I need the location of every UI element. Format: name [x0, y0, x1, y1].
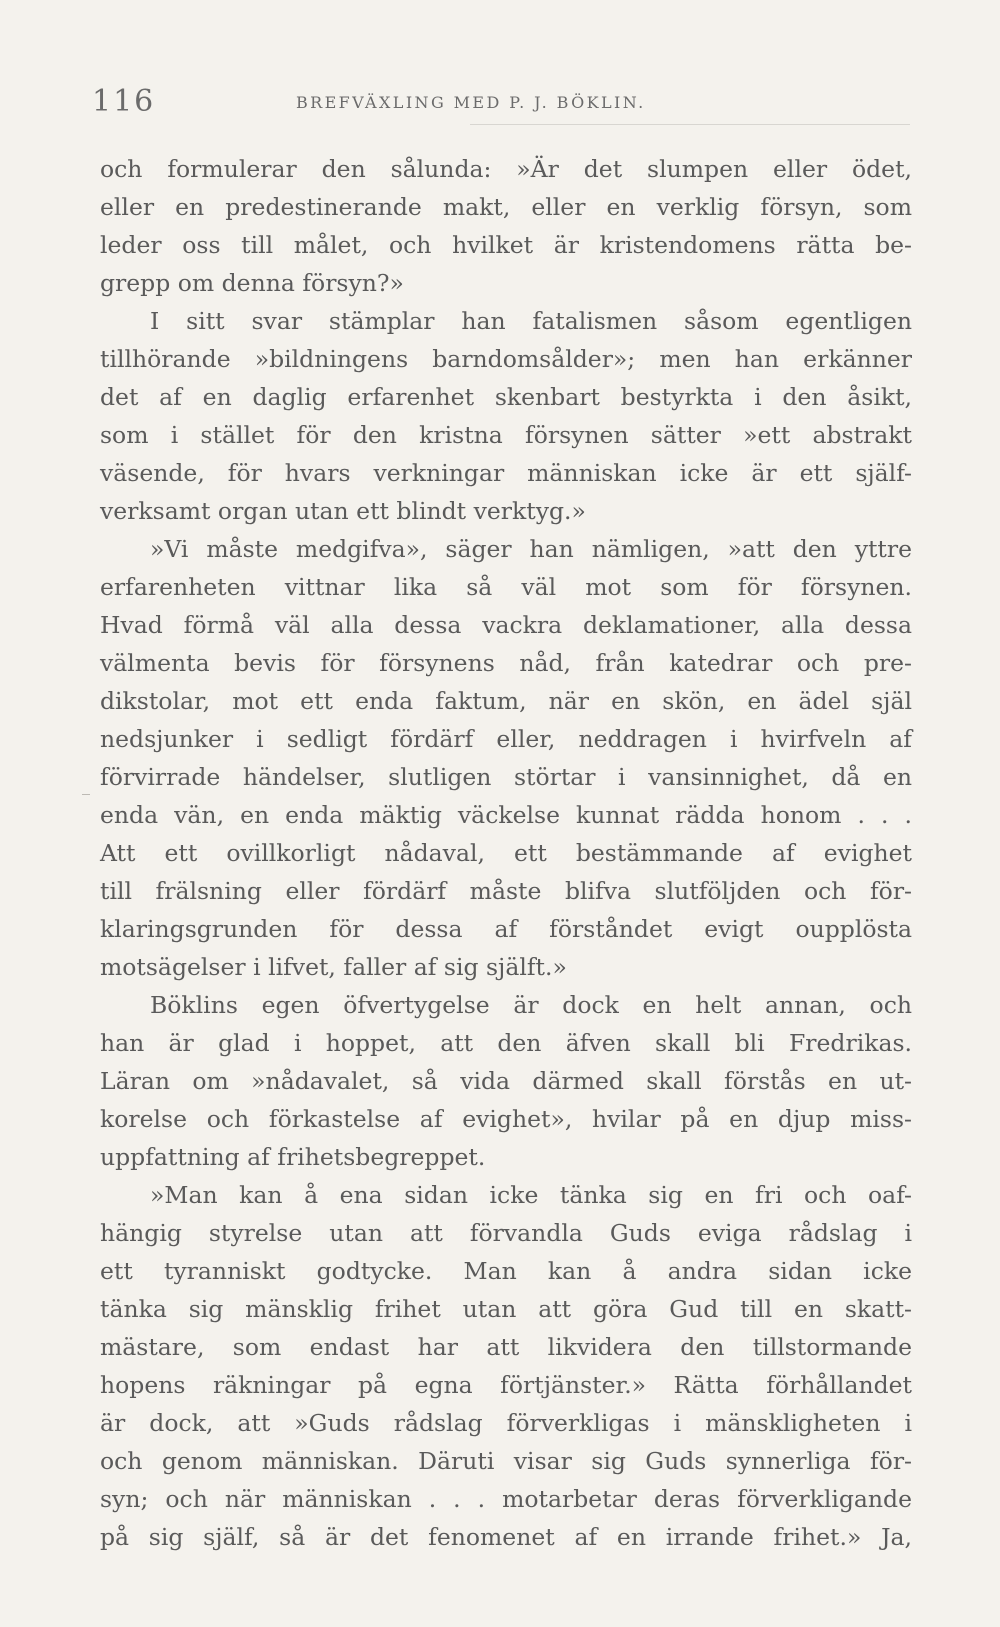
running-head: BREFVÄXLING MED P. J. BÖKLIN.	[296, 93, 646, 112]
text-line: Hvad förmå väl alla dessa vackra deklamationer, alla dessa	[100, 611, 912, 639]
text-line: är dock, att »Guds rådslag förverkligas i mänskligheten i	[100, 1409, 912, 1437]
text-line: syn; och när människan . . . motarbetar deras förverkligande	[100, 1485, 912, 1513]
text-line: Att ett ovillkorligt nådaval, ett bestämmande af evighet	[100, 839, 912, 867]
text-line: »Man kan å ena sidan icke tänka sig en fri och oaf-	[150, 1181, 912, 1209]
header-rule	[470, 124, 910, 125]
page-number: 116	[92, 84, 156, 119]
text-line: Böklins egen öfvertygelse är dock en helt annan, och	[150, 991, 912, 1019]
text-line: tillhörande »bildningens barndomsålder»; men han erkänner	[100, 345, 912, 373]
text-line: det af en daglig erfarenhet skenbart bestyrkta i den åsikt,	[100, 383, 912, 411]
text-line: väsende, för hvars verkningar människan icke är ett själf-	[100, 459, 912, 487]
text-line: förvirrade händelser, slutligen störtar i vansinnighet, då en	[100, 763, 912, 791]
text-line: »Vi måste medgifva», säger han nämligen, »att den yttre	[150, 535, 912, 563]
page-header	[92, 84, 912, 124]
text-line: uppfattning af frihetsbegreppet.	[100, 1143, 486, 1171]
text-line: och formulerar den sålunda: »Är det slumpen eller ödet,	[100, 155, 912, 183]
text-line: enda vän, en enda mäktig väckelse kunnat rädda honom . . .	[100, 801, 912, 829]
text-line: motsägelser i lifvet, faller af sig själft.»	[100, 953, 567, 981]
text-line: eller en predestinerande makt, eller en verklig försyn, som	[100, 193, 912, 221]
text-line: på sig själf, så är det fenomenet af en irrande frihet.» Ja,	[100, 1523, 912, 1551]
margin-mark	[82, 794, 90, 795]
text-line: välmenta bevis för försynens nåd, från katedrar och pre-	[100, 649, 912, 677]
text-line: hängig styrelse utan att förvandla Guds eviga rådslag i	[100, 1219, 912, 1247]
text-line: leder oss till målet, och hvilket är kristendomens rätta be-	[100, 231, 912, 259]
text-line: mästare, som endast har att likvidera den tillstormande	[100, 1333, 912, 1361]
text-line: som i stället för den kristna försynen sätter »ett abstrakt	[100, 421, 912, 449]
text-line: och genom människan. Däruti visar sig Guds synnerliga för-	[100, 1447, 912, 1475]
text-line: han är glad i hoppet, att den äfven skall bli Fredrikas.	[100, 1029, 912, 1057]
text-line: grepp om denna försyn?»	[100, 269, 404, 297]
text-line: Läran om »nådavalet, så vida därmed skall förstås en ut-	[100, 1067, 912, 1095]
text-line: erfarenheten vittnar lika så väl mot som för försynen.	[100, 573, 912, 601]
text-line: till frälsning eller fördärf måste blifva slutföljden och för-	[100, 877, 912, 905]
text-line: I sitt svar stämplar han fatalismen såsom egentligen	[150, 307, 912, 335]
text-line: hopens räkningar på egna förtjänster.» Rätta förhållandet	[100, 1371, 912, 1399]
text-line: korelse och förkastelse af evighet», hvilar på en djup miss-	[100, 1105, 912, 1133]
text-line: nedsjunker i sedligt fördärf eller, neddragen i hvirfveln af	[100, 725, 912, 753]
text-line: verksamt organ utan ett blindt verktyg.»	[100, 497, 586, 525]
text-line: ett tyranniskt godtycke. Man kan å andra sidan icke	[100, 1257, 912, 1285]
text-line: klaringsgrunden för dessa af förståndet evigt oupplösta	[100, 915, 912, 943]
text-line: tänka sig mänsklig frihet utan att göra Gud till en skatt-	[100, 1295, 912, 1323]
text-line: dikstolar, mot ett enda faktum, när en skön, en ädel själ	[100, 687, 912, 715]
body-text	[100, 150, 912, 1556]
